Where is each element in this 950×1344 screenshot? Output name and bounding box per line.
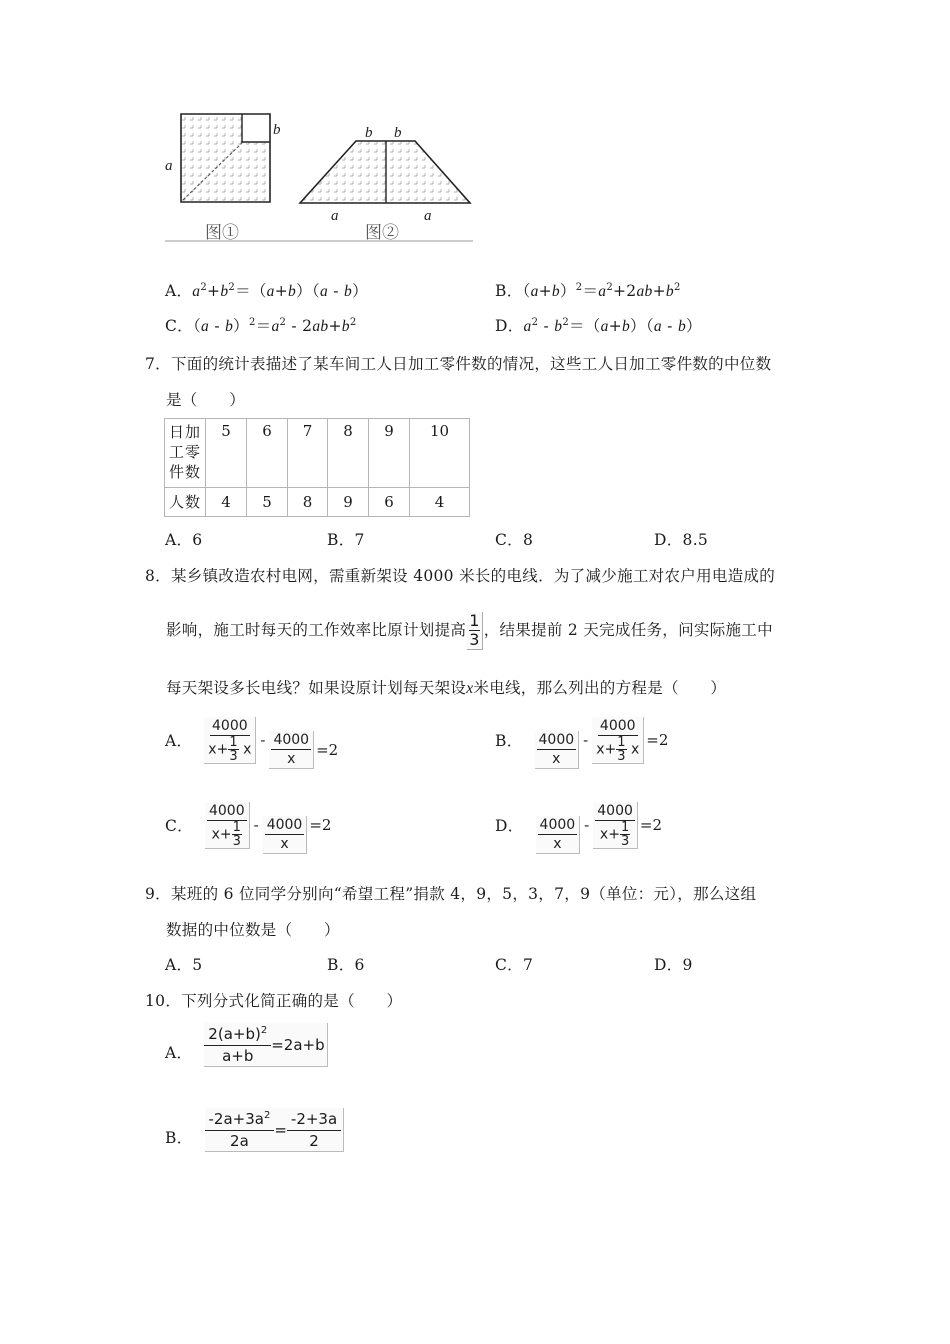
fraction: 4000 x+ $\frac{1}{3}$ (205, 802, 250, 849)
fraction: $\frac{4000}{x}$ (535, 731, 580, 769)
svg-text:b: b (273, 122, 281, 138)
figure-2-caption: 图② (365, 223, 399, 243)
table-row: 人数 4 5 8 9 6 4 (165, 488, 470, 517)
svg-text:b: b (394, 125, 402, 141)
q8-stem-line3: 每天架设多长电线？如果设原计划每天架设x米电线，那么列出的方程是（ ） (166, 679, 727, 697)
svg-text:a: a (165, 158, 173, 174)
q6-option-c[interactable]: C．$(a - b)^2=a^2 - 2ab+b^2$ (165, 316, 357, 335)
fraction: $\frac{-2+3a}{2}$ (287, 1108, 341, 1151)
fraction: $\frac{2(a+b)^2}{a+b}$ (204, 1023, 271, 1066)
table-header-cell: 日加工零件数 (165, 419, 206, 488)
q7-option-b[interactable]: B．7 (327, 531, 365, 549)
q10-stem: 10．下列分式化简正确的是（ ） (145, 992, 403, 1010)
fraction: $\frac{-2a+3a^2}{2a}$ (205, 1108, 275, 1151)
q8-stem-line2: 影响，施工时每天的工作效率比原计划提高 $\frac{1}{3}$ ，结果提前 2 天完成任务，问实际施工中 (166, 611, 773, 649)
table-row: 日加工零件数 5 6 7 8 9 10 (165, 419, 470, 488)
q8-stem-line1: 8．某乡镇改造农村电网，需重新架设 4000 米长的电线．为了减少施工对农户用电造成的 (145, 567, 776, 585)
q10-option-b[interactable]: B． $\frac{-2a+3a^2}{2a}$ = $\frac{-2+3a}{2}$ (165, 1105, 344, 1155)
q6-option-d[interactable]: D．$a^2 - b^2=(a+b)(a - b)$ (495, 316, 702, 335)
q7-statistics-table (164, 418, 470, 517)
fraction-one-third: $\frac{1}{3}$ (467, 612, 482, 650)
q6-option-b[interactable]: B．$(a+b)^2=a^2+2ab+b^2$ (495, 281, 681, 300)
svg-text:a: a (331, 208, 339, 224)
q7-stem-cont: 是（ ） (166, 391, 246, 409)
q9-option-d[interactable]: D．9 (654, 956, 693, 974)
q7-option-a[interactable]: A．6 (165, 531, 203, 549)
svg-text:b: b (365, 125, 373, 141)
q9-option-b[interactable]: B．6 (327, 956, 365, 974)
q9-option-a[interactable]: A．5 (165, 956, 203, 974)
fraction: $\frac{4000}{x}$ (269, 731, 314, 769)
q8-option-c[interactable]: C． 4000 x+ $\frac{1}{3}$ - $\frac{4000}{x}$ =2 (165, 802, 332, 852)
fraction: $\frac{4000}{x}$ (536, 816, 581, 854)
fraction: 4000 x+ $\frac{1}{3}$ x (592, 717, 644, 764)
q7-option-c[interactable]: C．8 (495, 531, 534, 549)
q7-option-d[interactable]: D．8.5 (654, 531, 709, 549)
q7-stem: 7．下面的统计表描述了某车间工人日加工零件数的情况，这些工人日加工零件数的中位数 (145, 355, 772, 373)
figure-1-caption: 图① (205, 223, 239, 243)
q10-option-a[interactable]: A． $\frac{2(a+b)^2}{a+b}$ =2a+b (165, 1020, 328, 1070)
fraction: 4000 x+ $\frac{1}{3}$ (593, 802, 638, 849)
svg-text:a: a (424, 208, 432, 224)
q9-stem: 9．某班的 6 位同学分别向“希望工程”捐款 4，9，5，3，7，9（单位：元），那么这组 (145, 885, 757, 903)
q9-option-c[interactable]: C．7 (495, 956, 534, 974)
q8-option-d[interactable]: D． $\frac{4000}{x}$ - 4000 x+ $\frac{1}{3}$ =2 (495, 802, 663, 852)
q9-stem-cont: 数据的中位数是（ ） (166, 921, 340, 939)
q8-option-a[interactable]: A． 4000 x+ $\frac{1}{3}$ x - $\frac{4000}{x}$ =2 (165, 717, 339, 767)
q8-option-b[interactable]: B． $\frac{4000}{x}$ - 4000 x+ $\frac{1}{3}$ x =2 (495, 717, 669, 767)
fraction: 4000 x+ $\frac{1}{3}$ x (204, 717, 256, 764)
table-header-cell: 人数 (165, 488, 206, 517)
geometry-figures (165, 100, 473, 242)
q6-option-a[interactable]: A．$a^2+b^2=(a+b)(a - b)$ (165, 281, 368, 300)
fraction: $\frac{4000}{x}$ (263, 816, 308, 854)
